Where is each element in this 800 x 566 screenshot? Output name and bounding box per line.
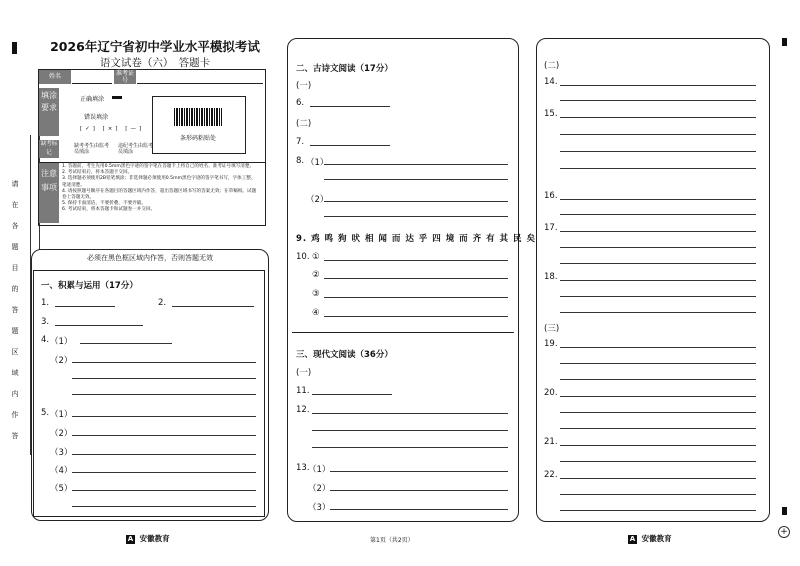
q17-label: 17.	[544, 223, 558, 233]
q13-2-answer-line[interactable]	[330, 490, 508, 491]
q22-answer-line[interactable]	[560, 510, 756, 511]
q19-answer-line[interactable]	[560, 363, 756, 364]
q10-sub-4: ④	[312, 308, 320, 318]
q17-answer-line[interactable]	[560, 263, 756, 264]
q4-sub-2: （2）	[50, 356, 73, 366]
q5-1-answer-line[interactable]	[72, 416, 256, 417]
q12-answer-line[interactable]	[312, 430, 508, 431]
q8-sub-2: （2）	[306, 195, 329, 205]
q18-answer-line[interactable]	[560, 312, 756, 313]
q17-answer-line[interactable]	[560, 247, 756, 248]
q7-answer-line[interactable]	[310, 145, 390, 146]
q5-5-answer-line[interactable]	[72, 506, 256, 507]
note-item: 4. 请按照题号顺序在各题目的答题区域内作答，超出答题区域书写的答案无效；在草稿纸、试题卷上答题无效。	[62, 188, 257, 201]
q3-answer-line[interactable]	[55, 325, 143, 326]
brand-logo-icon: A	[127, 535, 134, 543]
q5-2-answer-line[interactable]	[72, 435, 256, 436]
q13-sub-1: （1）	[308, 465, 331, 475]
exam-number-field[interactable]	[137, 83, 263, 84]
q5-sub-5: （5）	[50, 484, 73, 494]
q10-label: 10.	[296, 252, 310, 262]
brand-text: 安徽教育	[641, 534, 672, 543]
q4-2-answer-line[interactable]	[72, 378, 256, 379]
q13-3-answer-line[interactable]	[330, 509, 508, 510]
q11-label: 11.	[296, 386, 310, 396]
q8-1-answer-line[interactable]	[324, 179, 508, 180]
q8-2-answer-line[interactable]	[324, 201, 508, 202]
absent-label: 缺考标记	[40, 141, 58, 156]
instruction-banner: 必须在黑色框区域内作答，否则答题无效	[87, 254, 213, 262]
absent-mark-text: 缺考考生由监考员填涂	[74, 143, 110, 155]
q20-answer-line[interactable]	[560, 412, 756, 413]
q15-answer-line[interactable]	[560, 134, 756, 135]
q6-label: 6.	[296, 98, 305, 108]
section2-part2: (二)	[296, 119, 312, 129]
q12-label: 12.	[296, 405, 310, 415]
q10-sub-3: ③	[312, 289, 320, 299]
name-label: 姓名	[39, 70, 71, 84]
q19-answer-line[interactable]	[560, 347, 756, 348]
brand-text: 安徽教育	[139, 534, 170, 543]
q10-1-answer-line[interactable]	[324, 260, 508, 261]
section3-title: 三、现代文阅读（36分）	[296, 350, 393, 360]
q1-answer-line[interactable]	[55, 306, 115, 307]
q5-sub-2: （2）	[50, 429, 73, 439]
q8-sub-1: （1）	[306, 158, 329, 168]
q2-label: 2.	[158, 298, 167, 308]
right-part3: (三)	[544, 324, 560, 334]
note-item: 6. 考试结束，将本答题卡和试题卷一并交回。	[62, 207, 156, 213]
q20-answer-line[interactable]	[560, 396, 756, 397]
q21-answer-line[interactable]	[560, 461, 756, 462]
alignment-mark	[12, 42, 17, 54]
q18-answer-line[interactable]	[560, 296, 756, 297]
section2-part1: (一)	[296, 81, 312, 91]
q14-answer-line[interactable]	[560, 100, 756, 101]
q5-3-answer-line[interactable]	[72, 454, 256, 455]
q8-2-answer-line[interactable]	[324, 216, 508, 217]
q8-label: 8.	[296, 156, 305, 166]
section2-title: 二、古诗文阅读（17分）	[296, 64, 393, 74]
q13-label: 13.	[296, 463, 310, 473]
page-title: 2026年辽宁省初中学业水平模拟考试	[50, 39, 260, 54]
page-subtitle: 语文试卷（六） 答题卡	[99, 57, 211, 69]
q4-label: 4.	[41, 335, 50, 345]
register-mark-icon: +	[778, 526, 790, 538]
q22-answer-line[interactable]	[560, 478, 756, 479]
q17-answer-line[interactable]	[560, 231, 756, 232]
note-item: 3. 选择题必须使用2B铅笔填涂；非选择题必须使用0.5mm黑色字迹的签字笔书写，字体工整、笔迹清楚。	[62, 176, 256, 188]
q14-label: 14.	[544, 77, 558, 87]
q9-text: 9. 鸡 鸣 狗 吠 相 闻 而 达 乎 四 境 而 齐 有 其 民 矣	[296, 234, 536, 244]
q10-2-answer-line[interactable]	[324, 278, 508, 279]
q6-answer-line[interactable]	[310, 106, 390, 107]
q11-answer-line[interactable]	[312, 394, 392, 395]
q5-5-answer-line[interactable]	[72, 490, 256, 491]
wrong-fill-text: 错误填涂	[84, 114, 109, 121]
q13-sub-2: （2）	[308, 484, 331, 494]
q22-answer-line[interactable]	[560, 494, 756, 495]
alignment-mark	[782, 38, 787, 46]
q19-answer-line[interactable]	[560, 379, 756, 380]
right-part2: (二)	[544, 61, 560, 71]
note-item: 1. 答题前，考生先用0.5mm黑色字迹的签字笔在答题卡上将自己的姓名、准考证号填写清楚。	[62, 164, 255, 169]
wrong-fill-samples: [✓] [×] [—]	[80, 126, 145, 132]
section-divider	[292, 332, 514, 333]
exam-number-label: 准考证号	[115, 70, 134, 84]
q16-label: 16.	[544, 191, 558, 201]
correct-fill-sample	[112, 96, 122, 99]
q4-2-answer-line[interactable]	[72, 394, 256, 395]
q5-label: 5.	[41, 408, 50, 418]
q10-3-answer-line[interactable]	[324, 297, 508, 298]
q5-sub-1: （1）	[50, 410, 73, 420]
q4-sub-1: （1）	[50, 337, 73, 347]
q14-answer-line[interactable]	[560, 85, 756, 86]
q13-1-answer-line[interactable]	[330, 471, 508, 472]
q8-1-answer-line[interactable]	[324, 164, 508, 165]
correct-fill-text: 正确填涂	[80, 96, 105, 103]
q1-label: 1.	[41, 298, 50, 308]
q19-label: 19.	[544, 339, 558, 349]
note-item: 2. 考试结束后，将本答题卡交回。	[62, 170, 133, 176]
q16-answer-line[interactable]	[560, 199, 756, 200]
q3-label: 3.	[41, 317, 50, 327]
middle-answer-panel	[287, 38, 519, 522]
q18-label: 18.	[544, 272, 558, 282]
q20-answer-line[interactable]	[560, 428, 756, 429]
q15-answer-line[interactable]	[560, 117, 756, 118]
q5-sub-3: （3）	[50, 448, 73, 458]
q10-sub-2: ②	[312, 270, 320, 280]
footer-left-brand	[126, 533, 170, 544]
alignment-mark	[782, 507, 787, 515]
q16-answer-line[interactable]	[560, 214, 756, 215]
q15-label: 15.	[544, 109, 558, 119]
q12-answer-line[interactable]	[312, 413, 508, 414]
section3-part1: (一)	[296, 368, 312, 378]
notes-list	[62, 164, 260, 214]
q4-1-answer-line[interactable]	[80, 343, 172, 344]
q20-label: 20.	[544, 388, 558, 398]
fill-requirement-label: 填涂要求	[39, 88, 59, 136]
q5-4-answer-line[interactable]	[72, 472, 256, 473]
barcode-icon	[174, 108, 222, 126]
q4-2-answer-line[interactable]	[72, 362, 256, 363]
q18-answer-line[interactable]	[560, 280, 756, 281]
section1-title: 一、积累与运用（17分）	[41, 281, 138, 291]
q12-answer-line[interactable]	[312, 447, 508, 448]
footer-right-brand	[628, 533, 672, 544]
name-field[interactable]	[72, 83, 112, 84]
q15-answer-line[interactable]	[560, 168, 756, 169]
q22-label: 22.	[544, 470, 558, 480]
page-number: 第1页（共2页）	[370, 537, 414, 544]
q10-sub-1: ①	[312, 252, 320, 262]
q10-4-answer-line[interactable]	[324, 316, 508, 317]
q15-answer-line[interactable]	[560, 151, 756, 152]
q2-answer-line[interactable]	[172, 306, 254, 307]
side-strip-text: 请在各题目的答题区域内作答	[11, 180, 19, 453]
barcode-label: 条形码粘贴处	[179, 135, 216, 142]
brand-logo-icon: A	[629, 535, 636, 543]
violation-mark-text: 违纪考生由监考员填涂	[118, 143, 154, 155]
q5-sub-4: （4）	[50, 466, 73, 476]
note-item: 5. 保持卡面清洁，不要折叠、不要弄破。	[62, 201, 146, 207]
notes-heading: 注意事项	[39, 163, 59, 223]
q13-sub-3: （3）	[308, 503, 331, 513]
q21-answer-line[interactable]	[560, 445, 756, 446]
q21-label: 21.	[544, 437, 558, 447]
q7-label: 7.	[296, 137, 305, 147]
